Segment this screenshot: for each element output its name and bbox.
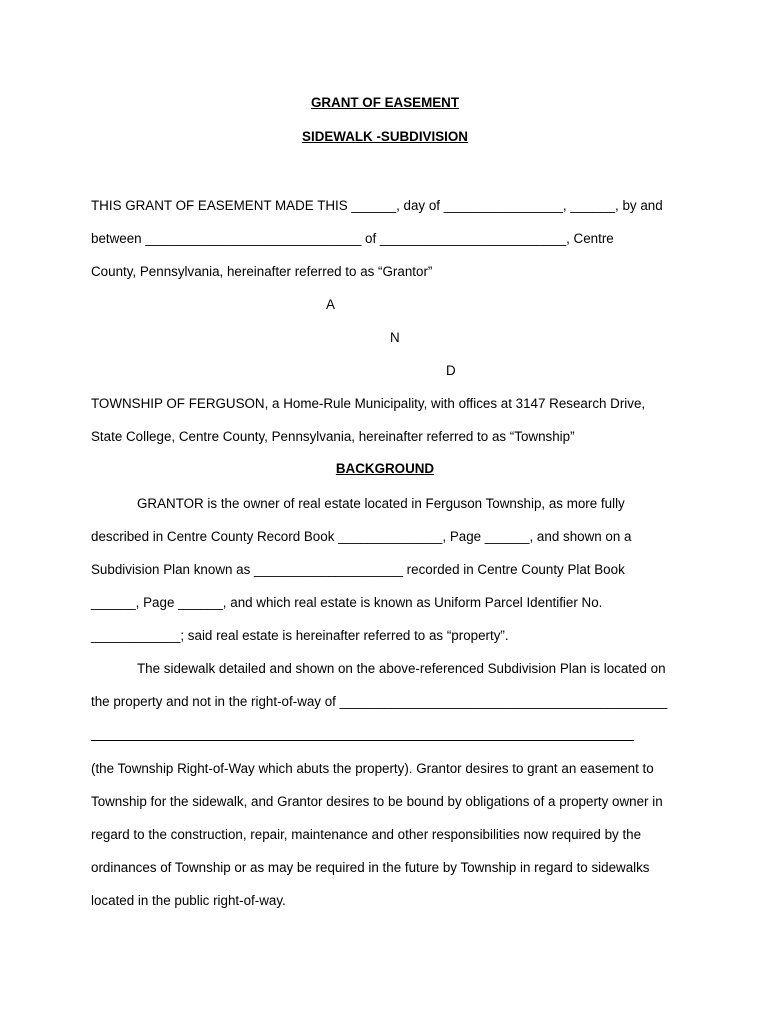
paragraph2-line-4: Township for the sidewalk, and Grantor desires to be bound by obligations of a property owner in (91, 794, 663, 809)
paragraph2-line-6: ordinances of Township or as may be required in the future by Township in regard to sidewalks (91, 860, 650, 875)
document-title: GRANT OF EASEMENT (310, 95, 460, 110)
paragraph2-line-1: The sidewalk detailed and shown on the above-referenced Subdivision Plan is located on (137, 661, 666, 676)
paragraph2-line-5: regard to the construction, repair, maintenance and other responsibilities now required by the (91, 827, 642, 842)
and-letter-n: N (390, 330, 400, 345)
intro-line-2: between _____________________________ of _________________________, Centre (91, 231, 614, 246)
background-heading: BACKGROUND (335, 461, 435, 476)
and-letter-d: D (446, 363, 456, 378)
intro-line-1: THIS GRANT OF EASEMENT MADE THIS ______, day of ________________, ______, by and (91, 198, 663, 213)
paragraph2-line-3: (the Township Right-of-Way which abuts the property). Grantor desires to grant an easement to (91, 761, 654, 776)
paragraph1-line-2: described in Centre County Record Book ______________, Page ______, and shown on a (91, 529, 632, 544)
blank-fill-line (91, 740, 634, 741)
paragraph1-line-4: ______, Page ______, and which real estate is known as Uniform Parcel Identifier No. (91, 595, 603, 610)
and-letter-a: A (326, 297, 335, 312)
paragraph2-line-2: the property and not in the right-of-way of ____________________________________________ (91, 694, 668, 709)
township-line-2: State College, Centre County, Pennsylvania, hereinafter referred to as “Township” (91, 429, 575, 444)
document-subtitle: SIDEWALK -SUBDIVISION (302, 129, 468, 144)
paragraph1-line-1: GRANTOR is the owner of real estate located in Ferguson Township, as more fully (137, 496, 625, 511)
paragraph2-line-7: located in the public right-of-way. (91, 893, 286, 908)
paragraph1-line-5: ____________; said real estate is hereinafter referred to as “property”. (91, 628, 509, 643)
paragraph1-line-3: Subdivision Plan known as ____________________ recorded in Centre County Plat Book (91, 562, 625, 577)
intro-line-3: County, Pennsylvania, hereinafter referred to as “Grantor” (91, 264, 433, 279)
township-line-1: TOWNSHIP OF FERGUSON, a Home-Rule Municipality, with offices at 3147 Research Drive, (91, 396, 646, 411)
